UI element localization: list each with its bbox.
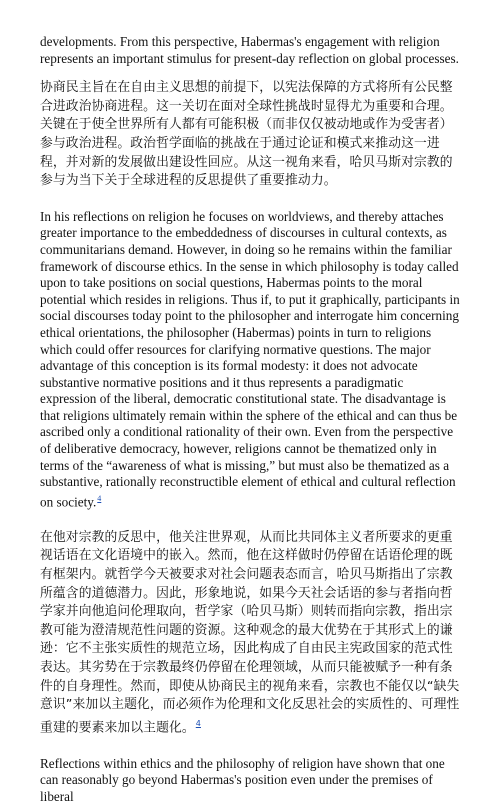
paragraph-en-ethics-philosophy <box>40 756 460 805</box>
paragraph-text: In his reflections on religion he focuses on worldviews, and thereby attaches greater importance to the embeddedness of discourses in cultural contexts, as communitarians demand. However, in doing so he remains within the familiar framework of discourse ethics. In the sense in which philosophy is today called upon to take positions on social questions, Habermas points to the moral potential which resides in religions. Thus if, to put it graphically, participants in social discourses today point to the philosopher and interrogate him concerning ethical orientations, the philosopher (Habermas) points in turn to religions which could offer resources for clarifying normative questions. The major advantage of this conception is its formal modesty: it does not advocate substantive normative positions and it thus represents a paradigmatic expression of the liberal, democratic constitutional state. The disadvantage is that religions ultimately remain within the sphere of the ethical and can thus be ascribed only a conditional rationality of their own. Even from the perspective of deliberative democracy, however, religions cannot be thematized only in terms of the “awareness of what is missing,” but must also be thematized as a substantive, rationally reconstructible element of ethical and cultural reflection on society. <box>40 208 460 510</box>
paragraph-text: Reflections within ethics and the philosophy of religion have shown that one can reasonably go beyond Habermas's position even under the premises of liberal <box>40 755 445 804</box>
paragraph-text: 在他对宗教的反思中，他关注世界观，从而比共同体主义者所要求的更重视话语在文化语境中的嵌入。然而，他在这样做时仍停留在话语伦理的既有框架内。就哲学今天被要求对社会问题表态而言，哈贝马斯指出了宗教所蕴含的道德潜力。因此，形象地说，如果今天社会话语的参与者指向哲学家并向他追问伦理取向，哲学家（哈贝马斯）则转而指向宗教，指出宗教可能为澄清规范性问题的资源。这种观念的最大优势在于其形式上的谦逊：它不主张实质性的规范立场，因此构成了自由民主宪政国家的范式性表达。其劣势在于宗教最终仍停留在伦理领域，从而只能被赋予一种有条件的自身理性。然而，即使从协商民主的视角来看，宗教也不能仅以“缺失意识”来加以主题化，而必须作为伦理和文化反思社会的实质性的、可理性重建的要素来加以主题化。 <box>40 529 460 736</box>
paragraph-text: developments. From this perspective, Habermas's engagement with religion represents an important stimulus for present-day reflection on global processes. <box>40 34 459 66</box>
footnote-link[interactable]: 4 <box>97 493 102 503</box>
paragraph-en-religion-reflections <box>40 209 460 511</box>
paragraph-text: 协商民主旨在在自由主义思想的前提下，以宪法保障的方式将所有公民整合进政治协商进程。这一关切在面对全球性挑战时显得尤为重要和合理。关键在于使全世界所有人都有可能积极（而非仅仅被动地或作为受害者）参与政治进程。政治哲学面临的挑战在于通过论证和模式来推动这一进程，并对新的发展做出建设性回应。从这一视角来看，哈贝马斯对宗教的参与为当下关于全球进程的反思提供了重要推动力。 <box>40 80 453 189</box>
paragraph-zh-deliberative-democracy <box>40 79 460 191</box>
paragraph-en-intro <box>40 34 460 67</box>
footnote-link[interactable]: 4 <box>195 718 201 728</box>
paragraph-zh-religion-reflections <box>40 529 460 738</box>
